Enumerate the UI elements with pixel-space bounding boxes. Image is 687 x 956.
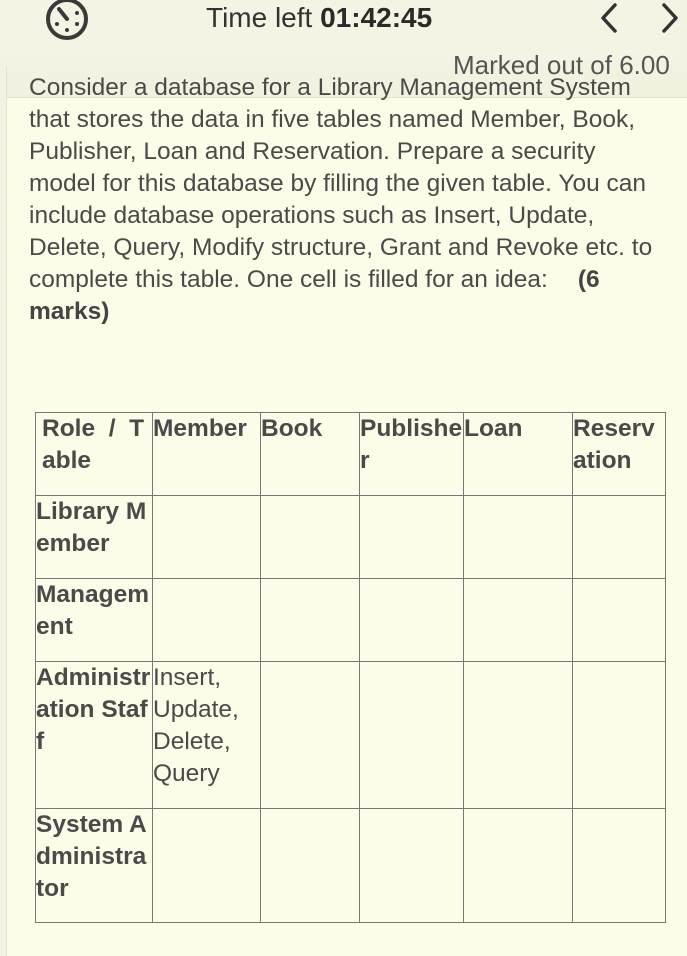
cell-system-administrator-reservation[interactable] <box>573 809 666 923</box>
cell-administration-staff-loan[interactable] <box>464 662 573 809</box>
question-marks: (6 marks) <box>29 266 600 325</box>
question-text <box>29 72 669 328</box>
header-publisher: Publisher <box>360 413 464 496</box>
role-library-member: Library Member <box>36 496 153 579</box>
time-left <box>206 2 432 34</box>
stopwatch-icon <box>44 0 90 40</box>
cell-library-member-publisher[interactable] <box>360 496 464 579</box>
cell-administration-staff-book[interactable] <box>261 662 360 809</box>
cell-management-member[interactable] <box>153 579 261 662</box>
cell-library-member-member[interactable] <box>153 496 261 579</box>
header-book: Book <box>261 413 360 496</box>
table-row <box>36 809 666 923</box>
cell-system-administrator-loan[interactable] <box>464 809 573 923</box>
security-model-table <box>35 412 666 923</box>
role-system-administrator: System Administrator <box>36 809 153 923</box>
header-loan: Loan <box>464 413 573 496</box>
cell-management-loan[interactable] <box>464 579 573 662</box>
cell-administration-staff-member[interactable]: Insert, Update, Delete, Query <box>153 662 261 809</box>
table-row <box>36 496 666 579</box>
cell-system-administrator-member[interactable] <box>153 809 261 923</box>
cell-library-member-reservation[interactable] <box>573 496 666 579</box>
time-left-value: 01:42:45 <box>320 2 433 33</box>
time-left-label: Time left <box>206 2 313 33</box>
marked-out-of: Marked out of 6.00 <box>453 50 670 80</box>
chevron-right-icon[interactable] <box>658 0 684 36</box>
table-row <box>36 579 666 662</box>
table-row <box>36 662 666 809</box>
header-reservation: Reservation <box>573 413 666 496</box>
role-administration-staff: Administration Staff <box>36 662 153 809</box>
question-body: Consider a database for a Library Management System that stores the data in five tables named Member, Book, Publisher, Loan and Reservation. Prepare a security model for this database by filling the given table. You can include database operations such as Insert, Update, Delete, Query, Modify structure, Grant and Revoke etc. to complete this table. One cell is filled for an idea: <box>29 74 653 293</box>
cell-library-member-loan[interactable] <box>464 496 573 579</box>
cell-management-publisher[interactable] <box>360 579 464 662</box>
chevron-left-icon[interactable] <box>597 0 623 36</box>
cell-library-member-book[interactable] <box>261 496 360 579</box>
header-member: Member <box>153 413 261 496</box>
cell-administration-staff-publisher[interactable] <box>360 662 464 809</box>
cell-management-reservation[interactable] <box>573 579 666 662</box>
table-header-row <box>36 413 666 496</box>
cell-administration-staff-reservation[interactable] <box>573 662 666 809</box>
cell-management-book[interactable] <box>261 579 360 662</box>
cell-system-administrator-book[interactable] <box>261 809 360 923</box>
header-role-table: Role / Table <box>36 413 153 496</box>
cell-system-administrator-publisher[interactable] <box>360 809 464 923</box>
role-management: Management <box>36 579 153 662</box>
